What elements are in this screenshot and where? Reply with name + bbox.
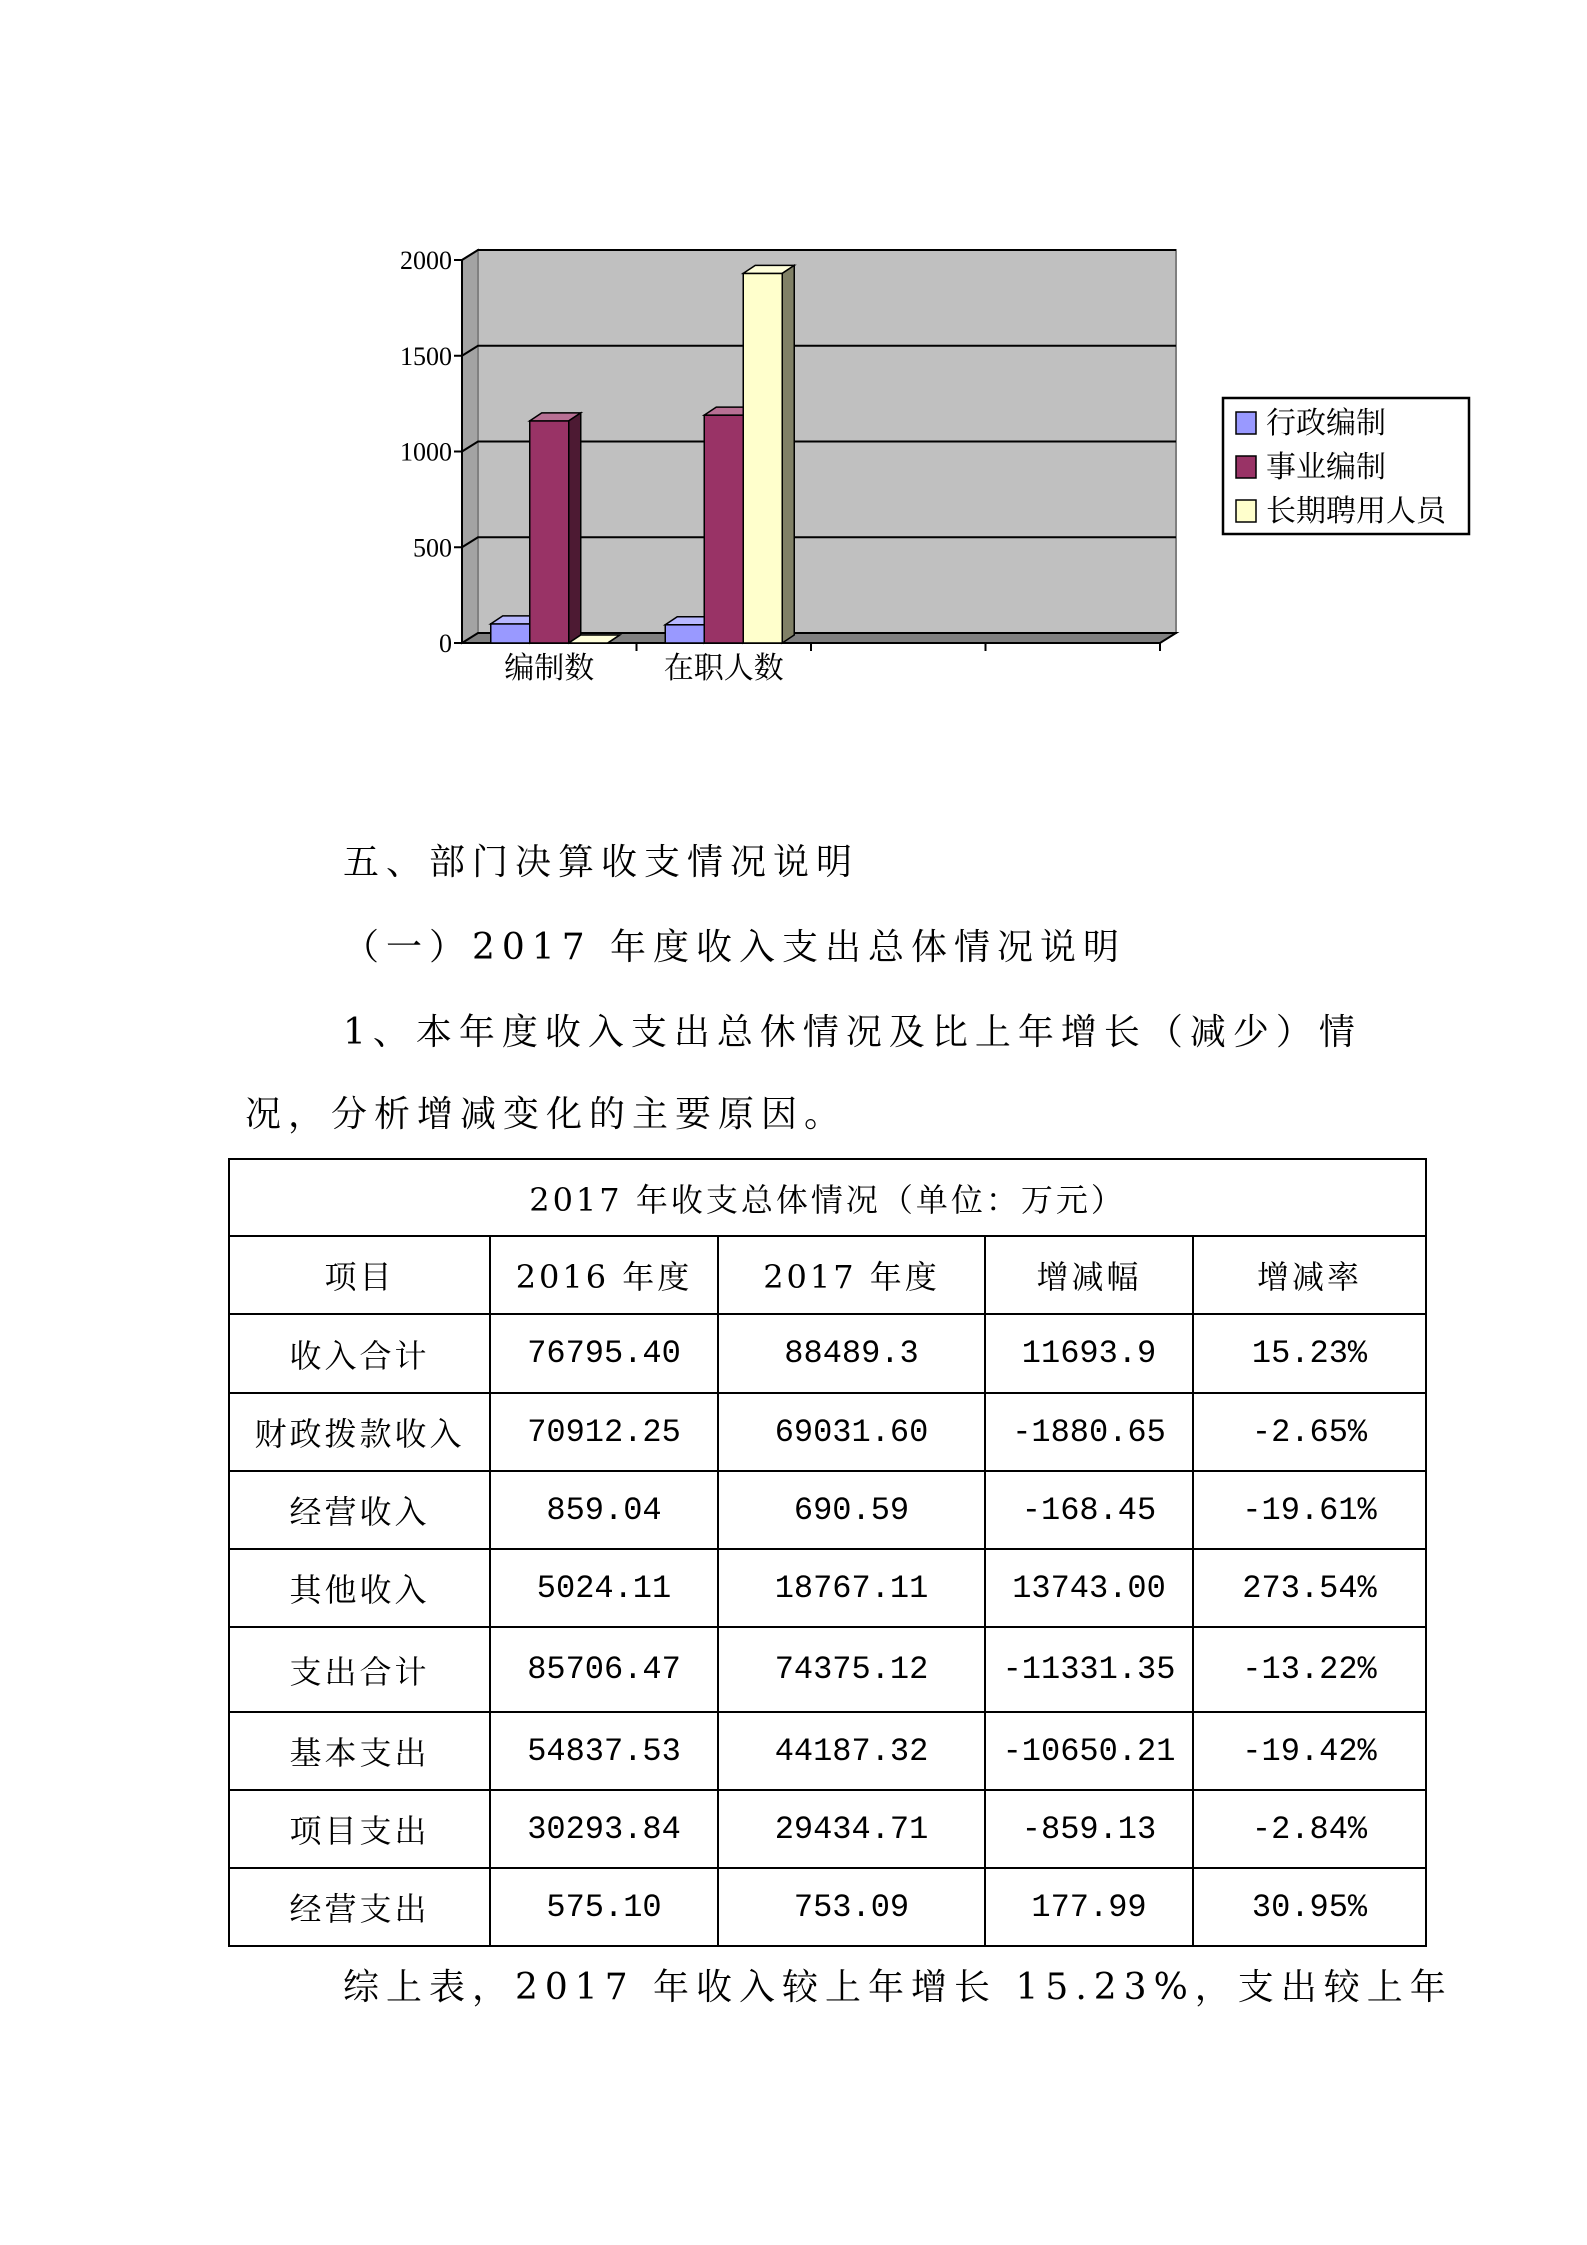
x-category-label: 在职人数 [663, 651, 784, 686]
legend-entry: 行政编制 [1266, 406, 1386, 441]
cell-2016: 575.10 [490, 1868, 718, 1946]
legend-entry: 长期聘用人员 [1266, 494, 1446, 529]
x-category-label: 编制数 [504, 651, 595, 686]
summary-paragraph-line: 综上表，2017 年收入较上年增长 15.23%，支出较上年 [343, 1967, 1453, 2008]
cell-item: 经营支出 [229, 1868, 490, 1946]
table-title-row [229, 1159, 1426, 1236]
bar-front-0-0 [491, 624, 530, 643]
header-change: 增减幅 [985, 1236, 1193, 1314]
cell-rate: 30.95% [1193, 1868, 1426, 1946]
bar-front-2-1 [743, 273, 782, 643]
legend-swatch [1236, 500, 1256, 522]
bar-front-1-1 [704, 415, 743, 643]
table-title: 2017 年收支总体情况（单位：万元） [229, 1159, 1426, 1236]
cell-2017: 29434.71 [718, 1790, 985, 1868]
bar-front-0-1 [665, 625, 704, 643]
table-row [229, 1471, 1426, 1549]
cell-item: 支出合计 [229, 1627, 490, 1712]
cell-rate: -2.84% [1193, 1790, 1426, 1868]
table-row [229, 1790, 1426, 1868]
table-header-row [229, 1236, 1426, 1314]
staffing-bar-chart [0, 0, 1587, 720]
cell-item: 其他收入 [229, 1549, 490, 1627]
cell-2017: 74375.12 [718, 1627, 985, 1712]
cell-item: 基本支出 [229, 1712, 490, 1790]
cell-2017: 69031.60 [718, 1393, 985, 1471]
cell-2016: 70912.25 [490, 1393, 718, 1471]
y-tick-label: 1500 [400, 341, 452, 371]
bar-front-1-0 [530, 421, 569, 643]
cell-2017: 44187.32 [718, 1712, 985, 1790]
subsection-heading: （一）2017 年度收入支出总体情况说明 [343, 927, 1127, 968]
y-tick-label: 0 [439, 629, 452, 658]
y-tick-label: 2000 [400, 246, 452, 275]
bar-side-2-1 [782, 265, 794, 643]
cell-change: -11331.35 [985, 1627, 1193, 1712]
cell-2016: 76795.40 [490, 1314, 718, 1393]
cell-rate: -2.65% [1193, 1393, 1426, 1471]
income-expense-table [228, 1158, 1427, 1947]
header-item: 项目 [229, 1236, 490, 1314]
cell-change: 13743.00 [985, 1549, 1193, 1627]
cell-2017: 88489.3 [718, 1314, 985, 1393]
cell-2016: 54837.53 [490, 1712, 718, 1790]
header-2017: 2017 年度 [718, 1236, 985, 1314]
header-rate: 增减率 [1193, 1236, 1426, 1314]
cell-change: -859.13 [985, 1790, 1193, 1868]
y-tick-label: 500 [413, 533, 452, 563]
cell-item: 经营收入 [229, 1471, 490, 1549]
legend-entry: 事业编制 [1266, 450, 1386, 485]
cell-2017: 18767.11 [718, 1549, 985, 1627]
cell-2016: 85706.47 [490, 1627, 718, 1712]
y-tick-label: 1000 [400, 437, 452, 467]
table-row [229, 1712, 1426, 1790]
cell-change: -1880.65 [985, 1393, 1193, 1471]
cell-2016: 5024.11 [490, 1549, 718, 1627]
cell-change: -168.45 [985, 1471, 1193, 1549]
paragraph-line: 1、本年度收入支出总休情况及比上年增长（减少）情 [343, 1012, 1362, 1053]
cell-rate: 273.54% [1193, 1549, 1426, 1627]
header-2016: 2016 年度 [490, 1236, 718, 1314]
cell-change: 11693.9 [985, 1314, 1193, 1393]
table-row [229, 1868, 1426, 1946]
table-row [229, 1627, 1426, 1712]
cell-2017: 753.09 [718, 1868, 985, 1946]
cell-item: 项目支出 [229, 1790, 490, 1868]
cell-change: -10650.21 [985, 1712, 1193, 1790]
cell-rate: -13.22% [1193, 1627, 1426, 1712]
cell-item: 财政拨款收入 [229, 1393, 490, 1471]
bar-side-1-0 [569, 413, 581, 643]
cell-rate: -19.42% [1193, 1712, 1426, 1790]
cell-rate: -19.61% [1193, 1471, 1426, 1549]
cell-rate: 15.23% [1193, 1314, 1426, 1393]
paragraph-line: 况，分析增减变化的主要原因。 [245, 1094, 848, 1135]
section-heading: 五、部门决算收支情况说明 [343, 842, 860, 883]
legend-swatch [1236, 456, 1256, 478]
cell-change: 177.99 [985, 1868, 1193, 1946]
cell-2017: 690.59 [718, 1471, 985, 1549]
cell-2016: 30293.84 [490, 1790, 718, 1868]
table-row [229, 1314, 1426, 1393]
legend-swatch [1236, 412, 1256, 434]
cell-2016: 859.04 [490, 1471, 718, 1549]
cell-item: 收入合计 [229, 1314, 490, 1393]
table-row [229, 1393, 1426, 1471]
table-row [229, 1549, 1426, 1627]
